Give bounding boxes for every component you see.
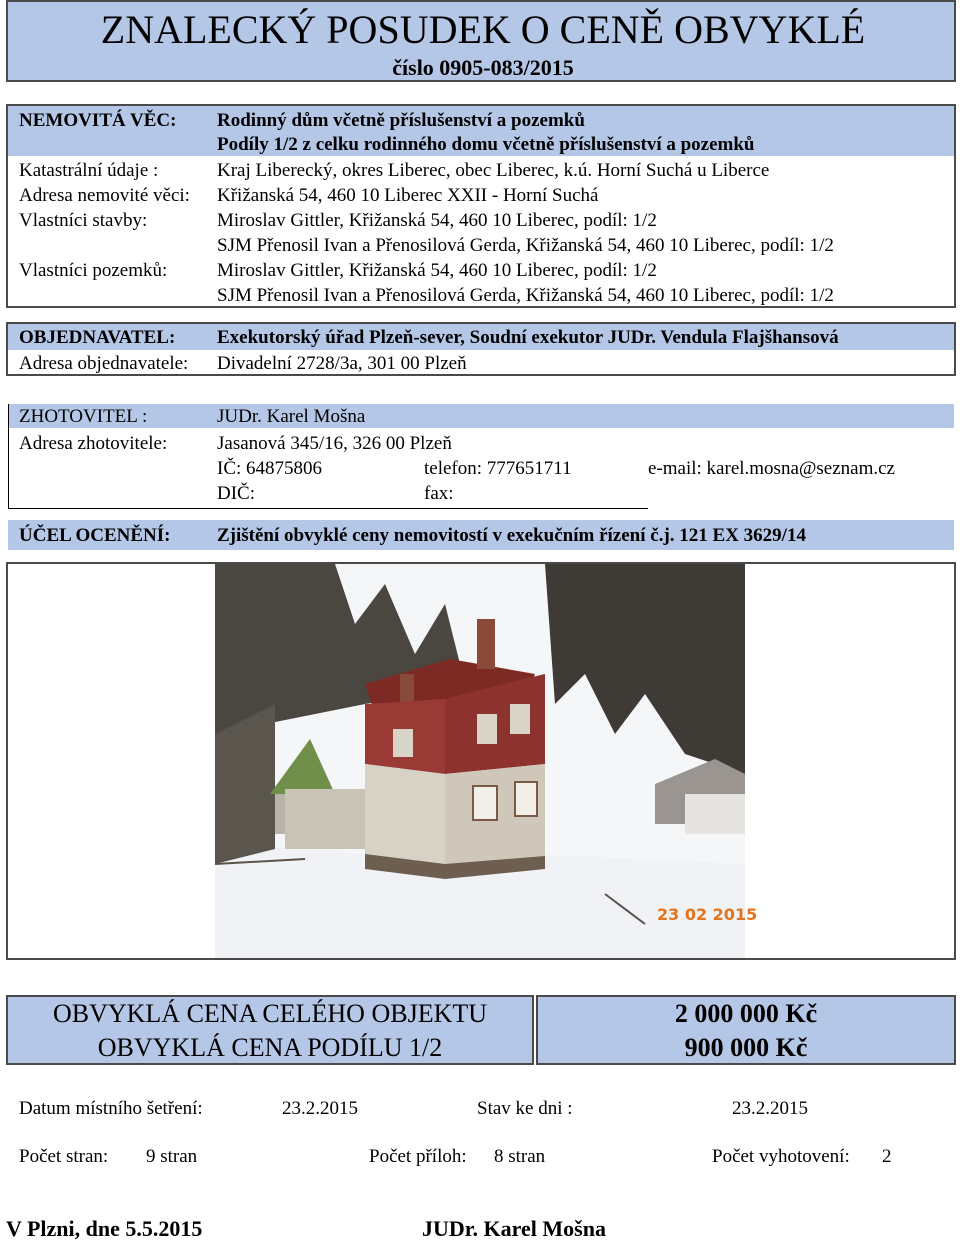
inspection-date-label: Datum místního šetření:: [19, 1098, 203, 1119]
pages-count-label: Počet stran:: [19, 1146, 109, 1167]
contractor-left-border: [8, 404, 9, 508]
contractor-dic: DIČ:: [217, 483, 255, 504]
contractor-bottom-border: [8, 508, 648, 509]
contractor-fax: fax:: [424, 483, 454, 504]
contractor-email: e-mail: karel.mosna@seznam.cz: [648, 458, 895, 479]
contractor-label: ZHOTOVITEL :: [19, 406, 148, 427]
copies-count-value: 2: [882, 1146, 892, 1167]
building-owner-2: SJM Přenosil Ivan a Přenosilová Gerda, Křižanská 54, 460 10 Liberec, podíl: 1/2: [217, 235, 834, 256]
building-owner-1: Miroslav Gittler, Křižanská 54, 460 10 Liberec, podíl: 1/2: [217, 210, 657, 231]
price-whole-label: OBVYKLÁ CENA CELÉHO OBJEKTU: [52, 999, 488, 1028]
purpose-label: ÚČEL OCENĚNÍ:: [19, 525, 171, 546]
contractor-phone: telefon: 777651711: [424, 458, 572, 479]
cadastre-value: Kraj Liberecký, okres Liberec, obec Liberec, k.ú. Horní Suchá u Liberce: [217, 160, 770, 181]
title-box: [6, 0, 956, 82]
document-title: ZNALECKÝ POSUDEK O CENĚ OBVYKLÉ: [100, 7, 866, 52]
house-illustration: [215, 564, 745, 958]
cadastre-label: Katastrální údaje :: [19, 160, 159, 181]
price-whole-value: 2 000 000 Kč: [674, 999, 818, 1028]
contractor-ic: IČ: 64875806: [217, 458, 323, 479]
purpose-value: Zjištění obvyklé ceny nemovitostí v exekučním řízení č.j. 121 EX 3629/14: [217, 525, 806, 546]
state-date-label: Stav ke dni :: [477, 1098, 573, 1119]
land-owners-label: Vlastníci pozemků:: [19, 260, 168, 281]
building-owners-label: Vlastníci stavby:: [19, 210, 148, 231]
client-address-value: Divadelní 2728/3a, 301 00 Plzeň: [217, 353, 467, 374]
client-address-label: Adresa objednavatele:: [19, 353, 189, 374]
property-address-label: Adresa nemovité věci:: [19, 185, 190, 206]
contractor-header-band: [8, 404, 954, 428]
land-owner-1: Miroslav Gittler, Křižanská 54, 460 10 Liberec, podíl: 1/2: [217, 260, 657, 281]
place-date: V Plzni, dne 5.5.2015: [6, 1216, 203, 1241]
property-address-value: Křižanská 54, 460 10 Liberec XXII - Horní Suchá: [217, 185, 599, 206]
property-line-1: Rodinný dům včetně příslušenství a pozemků: [217, 110, 585, 131]
price-share-value: 900 000 Kč: [684, 1033, 808, 1062]
client-value: Exekutorský úřad Plzeň-sever, Soudní exekutor JUDr. Vendula Flajšhansová: [217, 327, 839, 348]
land-owner-2: SJM Přenosil Ivan a Přenosilová Gerda, Křižanská 54, 460 10 Liberec, podíl: 1/2: [217, 285, 834, 306]
pages-count-value: 9 stran: [146, 1146, 198, 1167]
client-label: OBJEDNAVATEL:: [19, 327, 176, 348]
attachments-count-label: Počet příloh:: [369, 1146, 467, 1167]
price-share-label: OBVYKLÁ CENA PODÍLU 1/2: [97, 1033, 443, 1062]
signatory-name: JUDr. Karel Mošna: [422, 1216, 606, 1241]
state-date-value: 23.2.2015: [732, 1098, 808, 1119]
copies-count-label: Počet vyhotovení:: [712, 1146, 850, 1167]
house-photo: [215, 564, 758, 958]
property-label: NEMOVITÁ VĚC:: [19, 110, 177, 131]
document-number: číslo 0905-083/2015: [392, 55, 574, 80]
inspection-date-value: 23.2.2015: [282, 1098, 358, 1119]
contractor-address-label: Adresa zhotovitele:: [19, 433, 168, 454]
contractor-value: JUDr. Karel Mošna: [217, 406, 366, 427]
property-line-2: Podíly 1/2 z celku rodinného domu včetně příslušenství a pozemků: [217, 134, 755, 155]
contractor-address-value: Jasanová 345/16, 326 00 Plzeň: [217, 433, 452, 454]
photo-date-stamp: 23 02 2015: [657, 905, 758, 924]
attachments-count-value: 8 stran: [494, 1146, 546, 1167]
